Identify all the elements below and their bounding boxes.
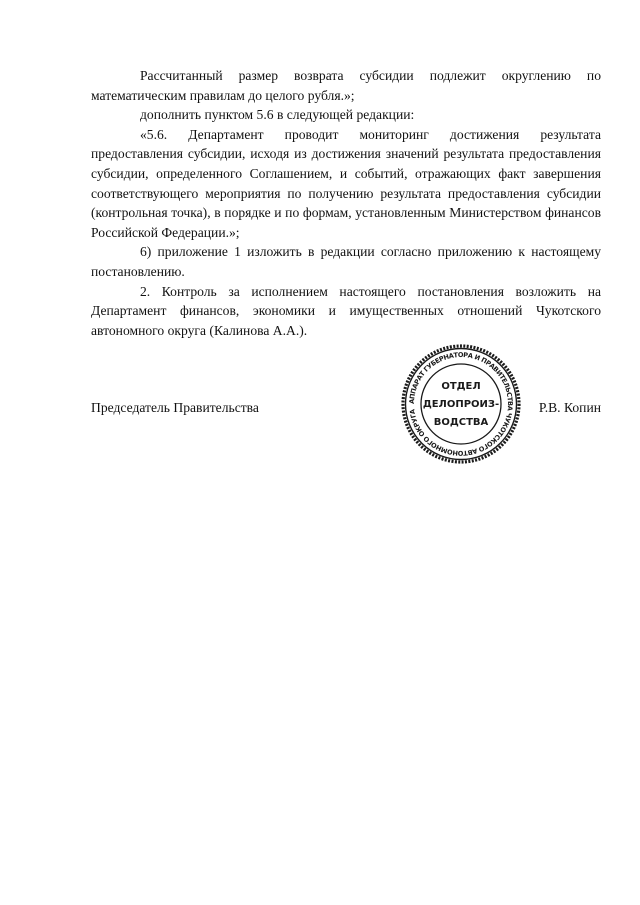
paragraph-appendix: 6) приложение 1 изложить в редакции согласно приложению к настоящему постановлению.	[91, 244, 601, 279]
document-body	[91, 66, 601, 340]
official-stamp	[400, 343, 522, 465]
stamp-line-3: ВОДСТВА	[433, 417, 489, 428]
stamp-ring-text: АППАРАТ ГУБЕРНАТОРА И ПРАВИТЕЛЬСТВА ЧУКОТСКОГО АВТОНОМНОГО ОКРУГА	[407, 350, 515, 458]
stamp-line-1: ОТДЕЛ	[441, 381, 481, 392]
stamp-line-2: ДЕЛОПРОИЗ-	[422, 399, 500, 410]
paragraph-add-clause: дополнить пунктом 5.6 в следующей редакции:	[140, 107, 415, 123]
paragraph-control: 2. Контроль за исполнением настоящего постановления возложить на Департамент финансов, экономики и имущественных отношений Чукотского автономного округа (Калинова А.А.).	[91, 283, 601, 338]
signatory-position: Председатель Правительства	[91, 400, 259, 415]
paragraph-subsidy-rounding: Рассчитанный размер возврата субсидии подлежит округлению по математическим правилам до целого рубля.»;	[91, 68, 601, 103]
stamp-graphic	[400, 343, 522, 465]
signatory-name: Р.В. Копин	[538, 400, 601, 415]
paragraph-clause-5-6: «5.6. Департамент проводит мониторинг достижения результата предоставления субсидии, исходя из достижения значений результата предоставления субсидии, определенного Соглашением, и событий, отражающих факт завершения соответствующего мероприятия по получению результата предоставления субсидии (контрольная точка), в порядке и по формам, установленным Министерством финансов Российской Федерации.»;	[91, 126, 601, 240]
